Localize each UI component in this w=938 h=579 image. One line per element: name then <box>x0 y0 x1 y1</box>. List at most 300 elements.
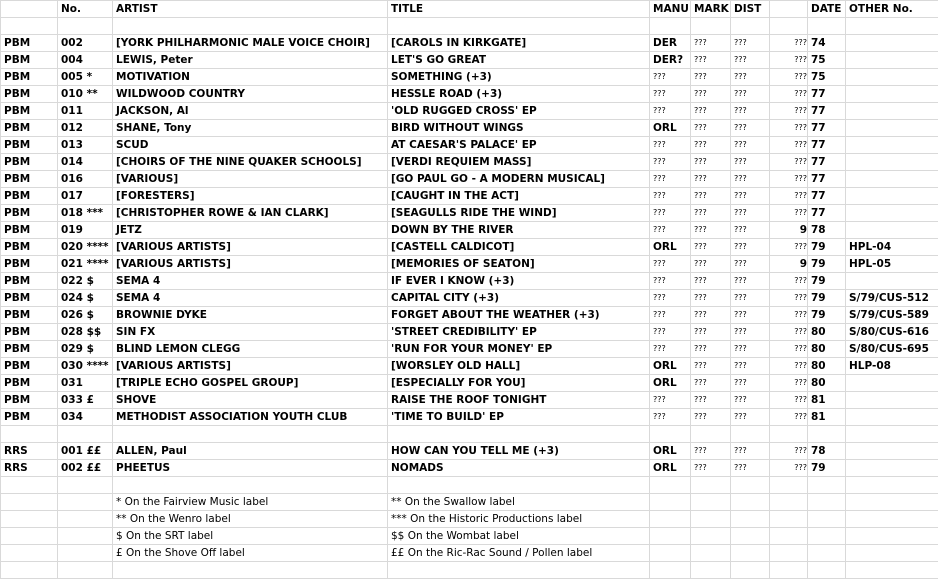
manu-cell[interactable]: ??? <box>650 205 691 222</box>
empty-cell[interactable] <box>691 511 731 528</box>
header-number-cell[interactable]: No. <box>58 1 113 18</box>
extra-cell[interactable]: ??? <box>770 273 808 290</box>
artist-cell[interactable]: SEMA 4 <box>113 273 388 290</box>
dist-cell[interactable]: ??? <box>731 103 770 120</box>
extra-cell[interactable]: 9 <box>770 256 808 273</box>
dist-cell[interactable]: ??? <box>731 409 770 426</box>
mark-cell[interactable]: ??? <box>691 392 731 409</box>
header-extra-cell[interactable] <box>770 1 808 18</box>
artist-cell[interactable]: MOTIVATION <box>113 69 388 86</box>
artist-cell[interactable]: SHOVE <box>113 392 388 409</box>
artist-cell[interactable]: [TRIPLE ECHO GOSPEL GROUP] <box>113 375 388 392</box>
note-left[interactable]: $ On the SRT label <box>113 528 388 545</box>
empty-cell[interactable] <box>846 545 938 562</box>
empty-cell[interactable] <box>691 545 731 562</box>
date-cell[interactable]: 77 <box>808 154 846 171</box>
other-number-cell[interactable]: S/80/CUS-616 <box>846 324 938 341</box>
empty-cell[interactable] <box>691 18 731 35</box>
empty-cell[interactable] <box>731 511 770 528</box>
other-number-cell[interactable] <box>846 69 938 86</box>
label-cell[interactable]: PBM <box>1 290 58 307</box>
other-number-cell[interactable] <box>846 103 938 120</box>
empty-cell[interactable] <box>846 511 938 528</box>
date-cell[interactable]: 79 <box>808 256 846 273</box>
artist-cell[interactable]: SIN FX <box>113 324 388 341</box>
other-number-cell[interactable]: S/79/CUS-589 <box>846 307 938 324</box>
empty-cell[interactable] <box>113 426 388 443</box>
mark-cell[interactable]: ??? <box>691 52 731 69</box>
manu-cell[interactable]: ??? <box>650 69 691 86</box>
date-cell[interactable]: 79 <box>808 273 846 290</box>
label-cell[interactable]: PBM <box>1 137 58 154</box>
dist-cell[interactable]: ??? <box>731 52 770 69</box>
empty-cell[interactable] <box>808 18 846 35</box>
label-cell[interactable]: PBM <box>1 273 58 290</box>
other-number-cell[interactable] <box>846 222 938 239</box>
dist-cell[interactable]: ??? <box>731 324 770 341</box>
dist-cell[interactable]: ??? <box>731 205 770 222</box>
artist-cell[interactable]: ALLEN, Paul <box>113 443 388 460</box>
label-cell[interactable]: PBM <box>1 324 58 341</box>
dist-cell[interactable]: ??? <box>731 171 770 188</box>
dist-cell[interactable]: ??? <box>731 239 770 256</box>
empty-cell[interactable] <box>846 528 938 545</box>
other-number-cell[interactable]: HPL-05 <box>846 256 938 273</box>
mark-cell[interactable]: ??? <box>691 205 731 222</box>
label-cell[interactable]: PBM <box>1 256 58 273</box>
empty-cell[interactable] <box>731 494 770 511</box>
mark-cell[interactable]: ??? <box>691 154 731 171</box>
dist-cell[interactable]: ??? <box>731 392 770 409</box>
date-cell[interactable]: 77 <box>808 171 846 188</box>
manu-cell[interactable]: ORL <box>650 358 691 375</box>
empty-cell[interactable] <box>770 426 808 443</box>
dist-cell[interactable]: ??? <box>731 188 770 205</box>
number-cell[interactable]: 017 <box>58 188 113 205</box>
number-cell[interactable]: 014 <box>58 154 113 171</box>
manu-cell[interactable]: ORL <box>650 460 691 477</box>
number-cell[interactable]: 010 ** <box>58 86 113 103</box>
note-right[interactable]: *** On the Historic Productions label <box>388 511 650 528</box>
extra-cell[interactable]: ??? <box>770 154 808 171</box>
extra-cell[interactable]: ??? <box>770 205 808 222</box>
dist-cell[interactable]: ??? <box>731 137 770 154</box>
manu-cell[interactable]: ??? <box>650 324 691 341</box>
number-cell[interactable]: 024 $ <box>58 290 113 307</box>
number-cell[interactable]: 019 <box>58 222 113 239</box>
date-cell[interactable]: 77 <box>808 188 846 205</box>
label-cell[interactable]: PBM <box>1 409 58 426</box>
title-cell[interactable]: 'RUN FOR YOUR MONEY' EP <box>388 341 650 358</box>
title-cell[interactable]: RAISE THE ROOF TONIGHT <box>388 392 650 409</box>
title-cell[interactable]: [WORSLEY OLD HALL] <box>388 358 650 375</box>
artist-cell[interactable]: BROWNIE DYKE <box>113 307 388 324</box>
dist-cell[interactable]: ??? <box>731 443 770 460</box>
extra-cell[interactable]: ??? <box>770 52 808 69</box>
extra-cell[interactable]: ??? <box>770 137 808 154</box>
manu-cell[interactable]: ??? <box>650 409 691 426</box>
date-cell[interactable]: 80 <box>808 341 846 358</box>
label-cell[interactable]: PBM <box>1 222 58 239</box>
mark-cell[interactable]: ??? <box>691 273 731 290</box>
extra-cell[interactable]: ??? <box>770 103 808 120</box>
empty-cell[interactable] <box>58 545 113 562</box>
note-right[interactable]: $$ On the Wombat label <box>388 528 650 545</box>
title-cell[interactable]: [CAUGHT IN THE ACT] <box>388 188 650 205</box>
date-cell[interactable]: 81 <box>808 392 846 409</box>
header-title-cell[interactable]: TITLE <box>388 1 650 18</box>
date-cell[interactable]: 77 <box>808 86 846 103</box>
date-cell[interactable]: 79 <box>808 290 846 307</box>
manu-cell[interactable]: DER <box>650 35 691 52</box>
other-number-cell[interactable] <box>846 273 938 290</box>
mark-cell[interactable]: ??? <box>691 443 731 460</box>
title-cell[interactable]: DOWN BY THE RIVER <box>388 222 650 239</box>
empty-cell[interactable] <box>388 426 650 443</box>
date-cell[interactable]: 80 <box>808 358 846 375</box>
extra-cell[interactable]: ??? <box>770 86 808 103</box>
label-cell[interactable]: PBM <box>1 341 58 358</box>
date-cell[interactable]: 77 <box>808 120 846 137</box>
manu-cell[interactable]: ??? <box>650 154 691 171</box>
date-cell[interactable]: 80 <box>808 324 846 341</box>
title-cell[interactable]: FORGET ABOUT THE WEATHER (+3) <box>388 307 650 324</box>
number-cell[interactable]: 004 <box>58 52 113 69</box>
extra-cell[interactable]: ??? <box>770 171 808 188</box>
manu-cell[interactable]: ??? <box>650 86 691 103</box>
title-cell[interactable]: [CAROLS IN KIRKGATE] <box>388 35 650 52</box>
other-number-cell[interactable] <box>846 409 938 426</box>
empty-cell[interactable] <box>58 477 113 494</box>
manu-cell[interactable]: ORL <box>650 375 691 392</box>
empty-cell[interactable] <box>770 545 808 562</box>
empty-cell[interactable] <box>731 477 770 494</box>
artist-cell[interactable]: SHANE, Tony <box>113 120 388 137</box>
dist-cell[interactable]: ??? <box>731 375 770 392</box>
title-cell[interactable]: HESSLE ROAD (+3) <box>388 86 650 103</box>
dist-cell[interactable]: ??? <box>731 222 770 239</box>
dist-cell[interactable]: ??? <box>731 358 770 375</box>
number-cell[interactable]: 005 * <box>58 69 113 86</box>
title-cell[interactable]: SOMETHING (+3) <box>388 69 650 86</box>
empty-cell[interactable] <box>650 528 691 545</box>
artist-cell[interactable]: METHODIST ASSOCIATION YOUTH CLUB <box>113 409 388 426</box>
extra-cell[interactable]: ??? <box>770 120 808 137</box>
manu-cell[interactable]: ??? <box>650 341 691 358</box>
empty-cell[interactable] <box>1 477 58 494</box>
other-number-cell[interactable]: HPL-04 <box>846 239 938 256</box>
mark-cell[interactable]: ??? <box>691 239 731 256</box>
empty-cell[interactable] <box>731 545 770 562</box>
date-cell[interactable]: 78 <box>808 222 846 239</box>
number-cell[interactable]: 021 **** <box>58 256 113 273</box>
empty-cell[interactable] <box>1 545 58 562</box>
other-number-cell[interactable] <box>846 443 938 460</box>
label-cell[interactable]: PBM <box>1 154 58 171</box>
mark-cell[interactable]: ??? <box>691 307 731 324</box>
empty-cell[interactable] <box>808 477 846 494</box>
mark-cell[interactable]: ??? <box>691 120 731 137</box>
label-cell[interactable]: PBM <box>1 86 58 103</box>
empty-cell[interactable] <box>808 511 846 528</box>
artist-cell[interactable]: WILDWOOD COUNTRY <box>113 86 388 103</box>
manu-cell[interactable]: ??? <box>650 392 691 409</box>
label-cell[interactable]: PBM <box>1 307 58 324</box>
dist-cell[interactable]: ??? <box>731 86 770 103</box>
empty-cell[interactable] <box>388 477 650 494</box>
empty-cell[interactable] <box>1 562 58 579</box>
dist-cell[interactable]: ??? <box>731 273 770 290</box>
extra-cell[interactable]: ??? <box>770 341 808 358</box>
empty-cell[interactable] <box>691 494 731 511</box>
extra-cell[interactable]: ??? <box>770 460 808 477</box>
other-number-cell[interactable] <box>846 171 938 188</box>
artist-cell[interactable]: JACKSON, Al <box>113 103 388 120</box>
extra-cell[interactable]: ??? <box>770 324 808 341</box>
label-cell[interactable]: PBM <box>1 69 58 86</box>
label-cell[interactable]: PBM <box>1 52 58 69</box>
number-cell[interactable]: 012 <box>58 120 113 137</box>
extra-cell[interactable]: ??? <box>770 375 808 392</box>
date-cell[interactable]: 74 <box>808 35 846 52</box>
dist-cell[interactable]: ??? <box>731 256 770 273</box>
empty-cell[interactable] <box>1 528 58 545</box>
manu-cell[interactable]: ORL <box>650 443 691 460</box>
extra-cell[interactable]: ??? <box>770 392 808 409</box>
artist-cell[interactable]: [VARIOUS ARTISTS] <box>113 358 388 375</box>
extra-cell[interactable]: 9 <box>770 222 808 239</box>
empty-cell[interactable] <box>770 477 808 494</box>
title-cell[interactable]: BIRD WITHOUT WINGS <box>388 120 650 137</box>
empty-cell[interactable] <box>691 562 731 579</box>
artist-cell[interactable]: [VARIOUS] <box>113 171 388 188</box>
empty-cell[interactable] <box>691 528 731 545</box>
empty-cell[interactable] <box>808 562 846 579</box>
number-cell[interactable]: 031 <box>58 375 113 392</box>
manu-cell[interactable]: ??? <box>650 307 691 324</box>
mark-cell[interactable]: ??? <box>691 222 731 239</box>
empty-cell[interactable] <box>58 511 113 528</box>
other-number-cell[interactable] <box>846 188 938 205</box>
title-cell[interactable]: 'OLD RUGGED CROSS' EP <box>388 103 650 120</box>
title-cell[interactable]: IF EVER I KNOW (+3) <box>388 273 650 290</box>
empty-cell[interactable] <box>58 18 113 35</box>
label-cell[interactable]: RRS <box>1 460 58 477</box>
other-number-cell[interactable] <box>846 460 938 477</box>
dist-cell[interactable]: ??? <box>731 341 770 358</box>
number-cell[interactable]: 002 <box>58 35 113 52</box>
empty-cell[interactable] <box>1 426 58 443</box>
artist-cell[interactable]: SEMA 4 <box>113 290 388 307</box>
artist-cell[interactable]: SCUD <box>113 137 388 154</box>
label-cell[interactable]: PBM <box>1 358 58 375</box>
empty-cell[interactable] <box>650 426 691 443</box>
empty-cell[interactable] <box>846 18 938 35</box>
number-cell[interactable]: 001 ££ <box>58 443 113 460</box>
note-right[interactable]: ££ On the Ric-Rac Sound / Pollen label <box>388 545 650 562</box>
other-number-cell[interactable] <box>846 120 938 137</box>
empty-cell[interactable] <box>731 562 770 579</box>
other-number-cell[interactable]: S/79/CUS-512 <box>846 290 938 307</box>
extra-cell[interactable]: ??? <box>770 239 808 256</box>
label-cell[interactable]: PBM <box>1 171 58 188</box>
empty-cell[interactable] <box>808 426 846 443</box>
mark-cell[interactable]: ??? <box>691 69 731 86</box>
artist-cell[interactable]: [CHRISTOPHER ROWE & IAN CLARK] <box>113 205 388 222</box>
empty-cell[interactable] <box>691 477 731 494</box>
mark-cell[interactable]: ??? <box>691 171 731 188</box>
mark-cell[interactable]: ??? <box>691 86 731 103</box>
artist-cell[interactable]: LEWIS, Peter <box>113 52 388 69</box>
mark-cell[interactable]: ??? <box>691 358 731 375</box>
mark-cell[interactable]: ??? <box>691 324 731 341</box>
header-other-number-cell[interactable]: OTHER No. <box>846 1 938 18</box>
note-left[interactable]: £ On the Shove Off label <box>113 545 388 562</box>
empty-cell[interactable] <box>388 562 650 579</box>
header-date-cell[interactable]: DATE <box>808 1 846 18</box>
date-cell[interactable]: 77 <box>808 205 846 222</box>
empty-cell[interactable] <box>113 562 388 579</box>
empty-cell[interactable] <box>650 494 691 511</box>
empty-cell[interactable] <box>846 562 938 579</box>
header-label-cell[interactable] <box>1 1 58 18</box>
date-cell[interactable]: 75 <box>808 69 846 86</box>
label-cell[interactable]: RRS <box>1 443 58 460</box>
label-cell[interactable]: PBM <box>1 375 58 392</box>
number-cell[interactable]: 016 <box>58 171 113 188</box>
empty-cell[interactable] <box>58 528 113 545</box>
other-number-cell[interactable]: S/80/CUS-695 <box>846 341 938 358</box>
manu-cell[interactable]: ??? <box>650 171 691 188</box>
artist-cell[interactable]: [VARIOUS ARTISTS] <box>113 256 388 273</box>
number-cell[interactable]: 028 $$ <box>58 324 113 341</box>
title-cell[interactable]: 'TIME TO BUILD' EP <box>388 409 650 426</box>
date-cell[interactable]: 75 <box>808 52 846 69</box>
date-cell[interactable]: 79 <box>808 460 846 477</box>
header-dist-cell[interactable]: DIST <box>731 1 770 18</box>
other-number-cell[interactable] <box>846 154 938 171</box>
empty-cell[interactable] <box>770 528 808 545</box>
other-number-cell[interactable] <box>846 52 938 69</box>
empty-cell[interactable] <box>770 18 808 35</box>
dist-cell[interactable]: ??? <box>731 120 770 137</box>
date-cell[interactable]: 81 <box>808 409 846 426</box>
dist-cell[interactable]: ??? <box>731 154 770 171</box>
note-right[interactable]: ** On the Swallow label <box>388 494 650 511</box>
extra-cell[interactable]: ??? <box>770 409 808 426</box>
label-cell[interactable]: PBM <box>1 205 58 222</box>
empty-cell[interactable] <box>770 494 808 511</box>
title-cell[interactable]: 'STREET CREDIBILITY' EP <box>388 324 650 341</box>
empty-cell[interactable] <box>808 528 846 545</box>
dist-cell[interactable]: ??? <box>731 307 770 324</box>
title-cell[interactable]: [CASTELL CALDICOT] <box>388 239 650 256</box>
extra-cell[interactable]: ??? <box>770 35 808 52</box>
mark-cell[interactable]: ??? <box>691 460 731 477</box>
number-cell[interactable]: 018 *** <box>58 205 113 222</box>
empty-cell[interactable] <box>113 477 388 494</box>
header-manu-cell[interactable]: MANU <box>650 1 691 18</box>
title-cell[interactable]: CAPITAL CITY (+3) <box>388 290 650 307</box>
empty-cell[interactable] <box>650 545 691 562</box>
empty-cell[interactable] <box>731 528 770 545</box>
other-number-cell[interactable] <box>846 35 938 52</box>
other-number-cell[interactable] <box>846 205 938 222</box>
title-cell[interactable]: AT CAESAR'S PALACE' EP <box>388 137 650 154</box>
title-cell[interactable]: LET'S GO GREAT <box>388 52 650 69</box>
label-cell[interactable]: PBM <box>1 35 58 52</box>
other-number-cell[interactable] <box>846 375 938 392</box>
date-cell[interactable]: 77 <box>808 103 846 120</box>
manu-cell[interactable]: ??? <box>650 188 691 205</box>
label-cell[interactable]: PBM <box>1 392 58 409</box>
dist-cell[interactable]: ??? <box>731 69 770 86</box>
number-cell[interactable]: 029 $ <box>58 341 113 358</box>
number-cell[interactable]: 020 **** <box>58 239 113 256</box>
artist-cell[interactable]: [VARIOUS ARTISTS] <box>113 239 388 256</box>
mark-cell[interactable]: ??? <box>691 188 731 205</box>
date-cell[interactable]: 78 <box>808 443 846 460</box>
title-cell[interactable]: [ESPECIALLY FOR YOU] <box>388 375 650 392</box>
label-cell[interactable]: PBM <box>1 188 58 205</box>
empty-cell[interactable] <box>1 18 58 35</box>
empty-cell[interactable] <box>770 511 808 528</box>
manu-cell[interactable]: ??? <box>650 137 691 154</box>
empty-cell[interactable] <box>58 494 113 511</box>
manu-cell[interactable]: ??? <box>650 290 691 307</box>
empty-cell[interactable] <box>650 18 691 35</box>
number-cell[interactable]: 034 <box>58 409 113 426</box>
title-cell[interactable]: NOMADS <box>388 460 650 477</box>
label-cell[interactable]: PBM <box>1 103 58 120</box>
empty-cell[interactable] <box>846 426 938 443</box>
artist-cell[interactable]: PHEETUS <box>113 460 388 477</box>
empty-cell[interactable] <box>1 494 58 511</box>
extra-cell[interactable]: ??? <box>770 290 808 307</box>
number-cell[interactable]: 030 **** <box>58 358 113 375</box>
title-cell[interactable]: HOW CAN YOU TELL ME (+3) <box>388 443 650 460</box>
date-cell[interactable]: 79 <box>808 239 846 256</box>
mark-cell[interactable]: ??? <box>691 137 731 154</box>
empty-cell[interactable] <box>770 562 808 579</box>
number-cell[interactable]: 013 <box>58 137 113 154</box>
empty-cell[interactable] <box>650 562 691 579</box>
manu-cell[interactable]: ??? <box>650 256 691 273</box>
number-cell[interactable]: 002 ££ <box>58 460 113 477</box>
date-cell[interactable]: 80 <box>808 375 846 392</box>
note-left[interactable]: * On the Fairview Music label <box>113 494 388 511</box>
other-number-cell[interactable] <box>846 392 938 409</box>
extra-cell[interactable]: ??? <box>770 188 808 205</box>
extra-cell[interactable]: ??? <box>770 69 808 86</box>
empty-cell[interactable] <box>650 511 691 528</box>
other-number-cell[interactable] <box>846 137 938 154</box>
empty-cell[interactable] <box>388 18 650 35</box>
dist-cell[interactable]: ??? <box>731 460 770 477</box>
extra-cell[interactable]: ??? <box>770 443 808 460</box>
header-artist-cell[interactable]: ARTIST <box>113 1 388 18</box>
title-cell[interactable]: [SEAGULLS RIDE THE WIND] <box>388 205 650 222</box>
empty-cell[interactable] <box>58 426 113 443</box>
artist-cell[interactable]: [FORESTERS] <box>113 188 388 205</box>
number-cell[interactable]: 022 $ <box>58 273 113 290</box>
empty-cell[interactable] <box>691 426 731 443</box>
mark-cell[interactable]: ??? <box>691 409 731 426</box>
manu-cell[interactable]: ??? <box>650 103 691 120</box>
header-mark-cell[interactable]: MARK <box>691 1 731 18</box>
empty-cell[interactable] <box>731 18 770 35</box>
date-cell[interactable]: 79 <box>808 307 846 324</box>
